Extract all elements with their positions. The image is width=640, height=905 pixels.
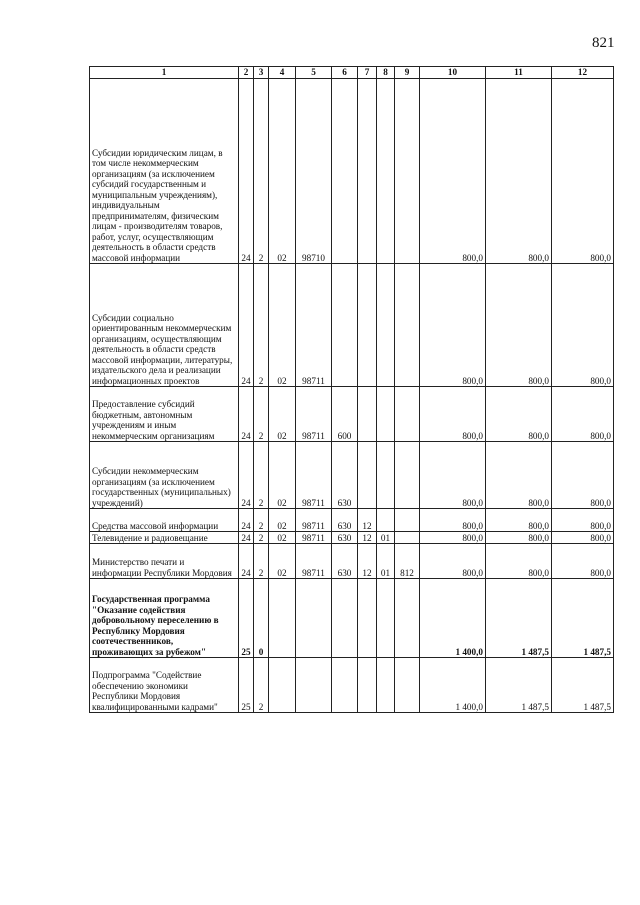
cell-c10: 1 400,0 [420, 658, 486, 713]
cell-c7: 12 [358, 544, 377, 579]
cell-c4: 02 [269, 79, 296, 264]
header-cell: 8 [377, 67, 395, 79]
cell-c7 [358, 579, 377, 658]
row-label: Субсидии некоммерческим организациям (за исключением государственных (муниципальных) учреждений) [90, 442, 239, 509]
row-label: Средства массовой информации [90, 509, 239, 532]
cell-c10: 800,0 [420, 544, 486, 579]
cell-c3: 2 [254, 658, 269, 713]
cell-c11: 800,0 [486, 442, 552, 509]
table-row [90, 264, 614, 387]
header-row [90, 67, 614, 79]
cell-c9: 812 [395, 544, 420, 579]
cell-c3: 2 [254, 79, 269, 264]
cell-c2: 24 [239, 544, 254, 579]
cell-c4: 02 [269, 387, 296, 442]
cell-c8 [377, 658, 395, 713]
table-row [90, 579, 614, 658]
cell-c4: 02 [269, 544, 296, 579]
cell-c6 [332, 658, 358, 713]
cell-c4: 02 [269, 532, 296, 544]
header-cell: 11 [486, 67, 552, 79]
header-cell: 4 [269, 67, 296, 79]
cell-c12: 800,0 [552, 544, 614, 579]
cell-c6: 630 [332, 544, 358, 579]
cell-c9 [395, 509, 420, 532]
cell-c5: 98711 [296, 544, 332, 579]
cell-c11: 800,0 [486, 387, 552, 442]
cell-c12: 800,0 [552, 509, 614, 532]
cell-c3: 2 [254, 387, 269, 442]
cell-c7 [358, 387, 377, 442]
cell-c6: 630 [332, 532, 358, 544]
cell-c2: 24 [239, 532, 254, 544]
cell-c12: 800,0 [552, 442, 614, 509]
header-cell: 3 [254, 67, 269, 79]
header-cell: 10 [420, 67, 486, 79]
cell-c2: 25 [239, 658, 254, 713]
cell-c7: 12 [358, 532, 377, 544]
cell-c11: 800,0 [486, 264, 552, 387]
cell-c2: 24 [239, 79, 254, 264]
cell-c11: 1 487,5 [486, 658, 552, 713]
cell-c10: 800,0 [420, 442, 486, 509]
table-row [90, 387, 614, 442]
header-cell: 5 [296, 67, 332, 79]
cell-c10: 1 400,0 [420, 579, 486, 658]
cell-c7 [358, 79, 377, 264]
cell-c12: 800,0 [552, 264, 614, 387]
cell-c11: 800,0 [486, 532, 552, 544]
budget-table [89, 66, 614, 713]
cell-c5: 98711 [296, 442, 332, 509]
cell-c3: 0 [254, 579, 269, 658]
row-label: Министерство печати и информации Республики Мордовия [90, 544, 239, 579]
cell-c5 [296, 579, 332, 658]
table-row [90, 532, 614, 544]
header-cell: 7 [358, 67, 377, 79]
cell-c9 [395, 79, 420, 264]
cell-c9 [395, 387, 420, 442]
cell-c7 [358, 658, 377, 713]
row-label: Телевидение и радиовещание [90, 532, 239, 544]
header-cell: 6 [332, 67, 358, 79]
cell-c10: 800,0 [420, 532, 486, 544]
cell-c11: 800,0 [486, 79, 552, 264]
table-row [90, 509, 614, 532]
cell-c5 [296, 658, 332, 713]
header-cell: 9 [395, 67, 420, 79]
page-number: 821 [592, 35, 615, 51]
cell-c6 [332, 579, 358, 658]
row-label: Предоставление субсидий бюджетным, автономным учреждениям и иным некоммерческим организациям [90, 387, 239, 442]
cell-c8: 01 [377, 544, 395, 579]
cell-c2: 24 [239, 387, 254, 442]
cell-c6: 600 [332, 387, 358, 442]
cell-c3: 2 [254, 264, 269, 387]
cell-c5: 98710 [296, 79, 332, 264]
cell-c4 [269, 579, 296, 658]
cell-c4: 02 [269, 509, 296, 532]
cell-c3: 2 [254, 544, 269, 579]
cell-c9 [395, 579, 420, 658]
cell-c3: 2 [254, 509, 269, 532]
cell-c3: 2 [254, 442, 269, 509]
cell-c4: 02 [269, 442, 296, 509]
cell-c8 [377, 264, 395, 387]
row-label: Подпрограмма "Содействие обеспечению экономики Республики Мордовия квалифицированными кадрами" [90, 658, 239, 713]
cell-c2: 24 [239, 264, 254, 387]
table-row [90, 658, 614, 713]
cell-c12: 800,0 [552, 79, 614, 264]
cell-c3: 2 [254, 532, 269, 544]
cell-c2: 25 [239, 579, 254, 658]
cell-c8 [377, 387, 395, 442]
cell-c9 [395, 658, 420, 713]
cell-c8: 01 [377, 532, 395, 544]
cell-c8 [377, 79, 395, 264]
cell-c8 [377, 579, 395, 658]
cell-c9 [395, 532, 420, 544]
cell-c11: 1 487,5 [486, 579, 552, 658]
cell-c10: 800,0 [420, 509, 486, 532]
cell-c10: 800,0 [420, 79, 486, 264]
cell-c6 [332, 79, 358, 264]
cell-c7 [358, 264, 377, 387]
header-cell: 2 [239, 67, 254, 79]
cell-c4 [269, 658, 296, 713]
cell-c8 [377, 442, 395, 509]
table-row [90, 79, 614, 264]
row-label: Субсидии юридическим лицам, в том числе некоммерческим организациям (за исключением субсидий государственным и муниципальным учреждениям), индивидуальным предпринимателям, физическим лицам - производителям товаров, работ, услуг, осуществляющим деятельность в области средств массовой информации [90, 79, 239, 264]
cell-c5: 98711 [296, 264, 332, 387]
cell-c6 [332, 264, 358, 387]
cell-c7 [358, 442, 377, 509]
cell-c2: 24 [239, 442, 254, 509]
cell-c12: 1 487,5 [552, 658, 614, 713]
cell-c9 [395, 264, 420, 387]
cell-c4: 02 [269, 264, 296, 387]
table-row [90, 442, 614, 509]
cell-c10: 800,0 [420, 264, 486, 387]
table-row [90, 544, 614, 579]
cell-c12: 800,0 [552, 387, 614, 442]
cell-c6: 630 [332, 509, 358, 532]
header-cell: 12 [552, 67, 614, 79]
cell-c5: 98711 [296, 509, 332, 532]
cell-c5: 98711 [296, 387, 332, 442]
cell-c5: 98711 [296, 532, 332, 544]
cell-c2: 24 [239, 509, 254, 532]
cell-c6: 630 [332, 442, 358, 509]
row-label: Государственная программа "Оказание содействия добровольному переселению в Республику Мордовия соотечественников, проживающих за рубежом" [90, 579, 239, 658]
cell-c11: 800,0 [486, 544, 552, 579]
cell-c7: 12 [358, 509, 377, 532]
cell-c12: 1 487,5 [552, 579, 614, 658]
cell-c12: 800,0 [552, 532, 614, 544]
row-label: Субсидии социально ориентированным некоммерческим организациям, осуществляющим деятельность в области средств массовой информации, литературы, издательского дела и реализации информационных проектов [90, 264, 239, 387]
cell-c10: 800,0 [420, 387, 486, 442]
header-cell: 1 [90, 67, 239, 79]
cell-c9 [395, 442, 420, 509]
cell-c8 [377, 509, 395, 532]
cell-c11: 800,0 [486, 509, 552, 532]
